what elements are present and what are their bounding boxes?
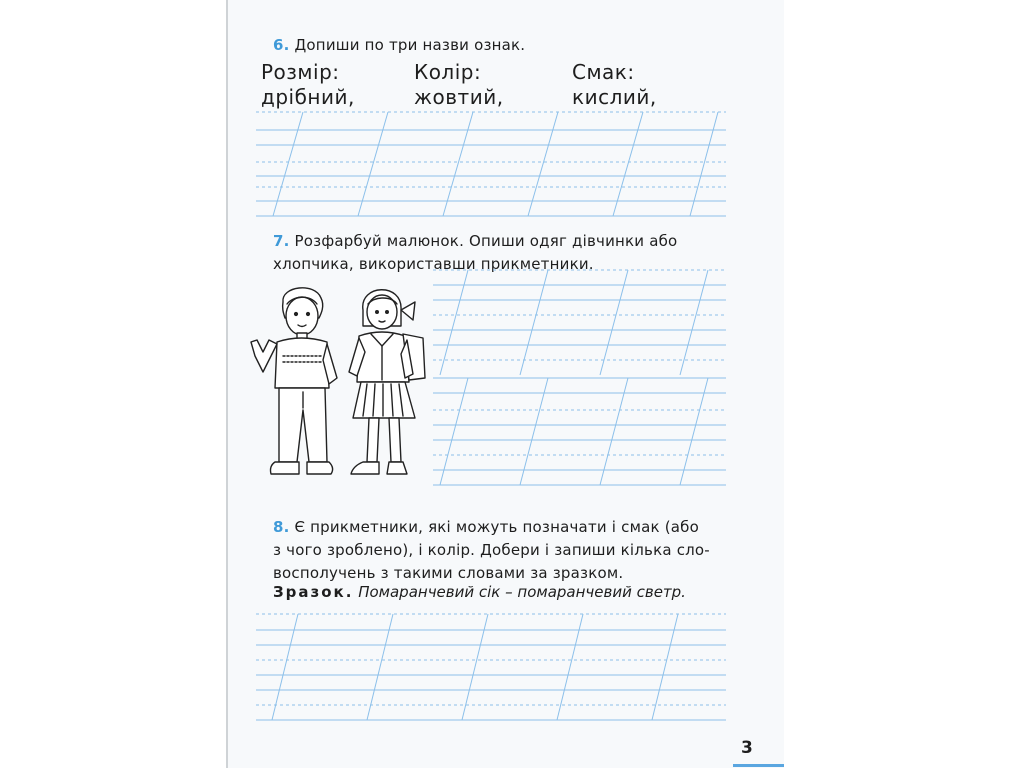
task7-line2: хлопчика, використавши прикметники. xyxy=(273,255,594,273)
task8-line2: з чого зроблено), і колір. Добери і запиши кілька сло- xyxy=(273,541,710,559)
task7-number: 7. xyxy=(273,232,290,250)
column-heading-taste: Смак: xyxy=(572,60,635,84)
sample-label: Зразок. xyxy=(273,583,354,601)
column-value-size: дрібний, xyxy=(261,85,355,109)
column-value-color: жовтий, xyxy=(414,85,504,109)
task8-number: 8. xyxy=(273,518,290,536)
sample-text: Помаранчевий сік – помаранчевий светр. xyxy=(358,583,686,601)
task6-text: Допиши по три назви ознак. xyxy=(294,36,526,54)
task8-line3: восполучень з такими словами за зразком. xyxy=(273,564,624,582)
task6-number: 6. xyxy=(273,36,290,54)
writing-lines-task8[interactable] xyxy=(228,0,784,768)
workbook-page xyxy=(226,0,784,768)
page-number-underline xyxy=(733,764,784,767)
task7-line1: Розфарбуй малюнок. Опиши одяг дівчинки або xyxy=(294,232,678,250)
column-heading-size: Розмір: xyxy=(261,60,340,84)
column-value-taste: кислий, xyxy=(572,85,657,109)
page-number: 3 xyxy=(741,738,753,758)
task8-line1: Є прикметники, які можуть позначати і смак (або xyxy=(294,518,699,536)
column-heading-color: Колір: xyxy=(414,60,482,84)
